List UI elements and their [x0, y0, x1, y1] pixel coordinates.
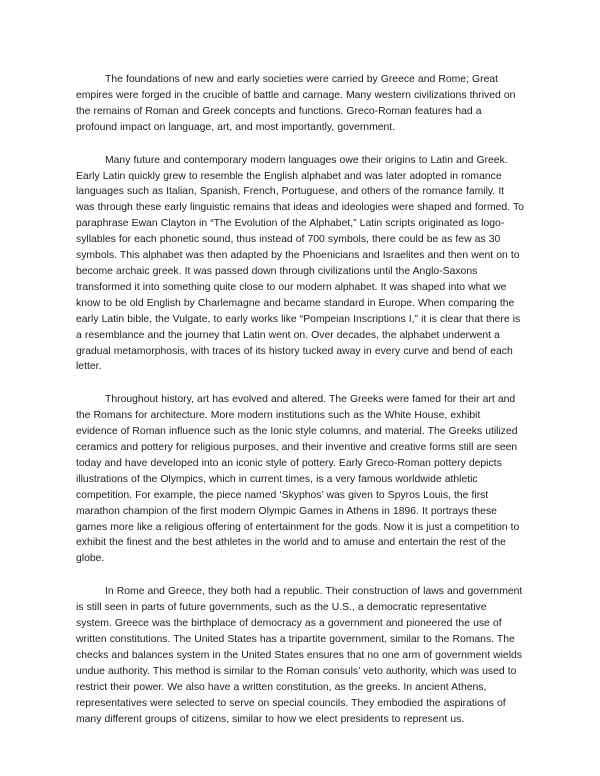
paragraph-art: Throughout history, art has evolved and altered. The Greeks were famed for their art and the Romans for architecture. More modern institutions such as the White House, exhibit evidence of Roman influence such as the Ionic style columns, and material. The Greeks utilized ceramics and pottery for religious purposes, and their inventive and creative forms still are seen today and have developed into an iconic style of pottery. Early Greco-Roman pottery depicts illustrations of the Olympics, which in current times, is a very famous worldwide athletic competition. For example, the piece named ‘Skyphos’ was given to Spyros Louis, the first marathon champion of the first modern Olympic Games in Athens in 1896. It portrays these games more like a religious offering of entertainment for the gods. Now it is just a competition to exhibit the finest and the best athletes in the world and to amuse and entertain the rest of the globe. — [76, 394, 520, 565]
paragraph-government: In Rome and Greece, they both had a republic. Their construction of laws and government is still seen in parts of future governments, such as the U.S., a democratic representative system. Greece was the birthplace of democracy as a government and pioneered the use of written constitutions. The United States has a tripartite government, similar to the Romans. The checks and balances system in the United States ensures that no one arm of government wields undue authority. This method is similar to the Roman consuls’ veto authority, which was used to restrict their power. We also have a written constitution, as the greeks. In ancient Athens, representatives were selected to serve on special councils. They embodied the aspirations of many different groups of citizens, similar to how we elect presidents to represent us. — [76, 586, 523, 725]
paragraph-introduction: The foundations of new and early societies were carried by Greece and Rome; Great empires were forged in the crucible of battle and carnage. Many western civilizations thrived on the remains of Roman and Greek concepts and functions. Greco-Roman features had a profound impact on language, art, and most importantly, government. — [76, 74, 516, 133]
paragraph-language: Many future and contemporary modern languages owe their origins to Latin and Greek. Early Latin quickly grew to resemble the English alphabet and was later adopted in romance languages such as Italian, Spanish, French, Portuguese, and others of the romance family. It was through these early linguistic remains that ideas and ideologies were shaped and formed. To paraphrase Ewan Clayton in “The Evolution of the Alphabet,” Latin scripts originated as logo-syllables for each phonetic sound, thus instead of 700 symbols, there could be as few as 30 symbols. This alphabet was then adapted by the Phoenicians and Israelites and then went on to become archaic greek. It was passed down through civilizations until the Anglo-Saxons transformed it into something quite close to our modern alphabet. It was shaped into what we know to be old English by Charlemagne and became standard in Europe. When comparing the early Latin bible, the Vulgate, to early works like “Pompeian Inscriptions I,” it is clear that there is a resemblance and the journey that Latin went on. Over decades, the alphabet underwent a gradual metamorphosis, with traces of its history tucked away in every curve and bend of each letter. — [76, 154, 524, 373]
